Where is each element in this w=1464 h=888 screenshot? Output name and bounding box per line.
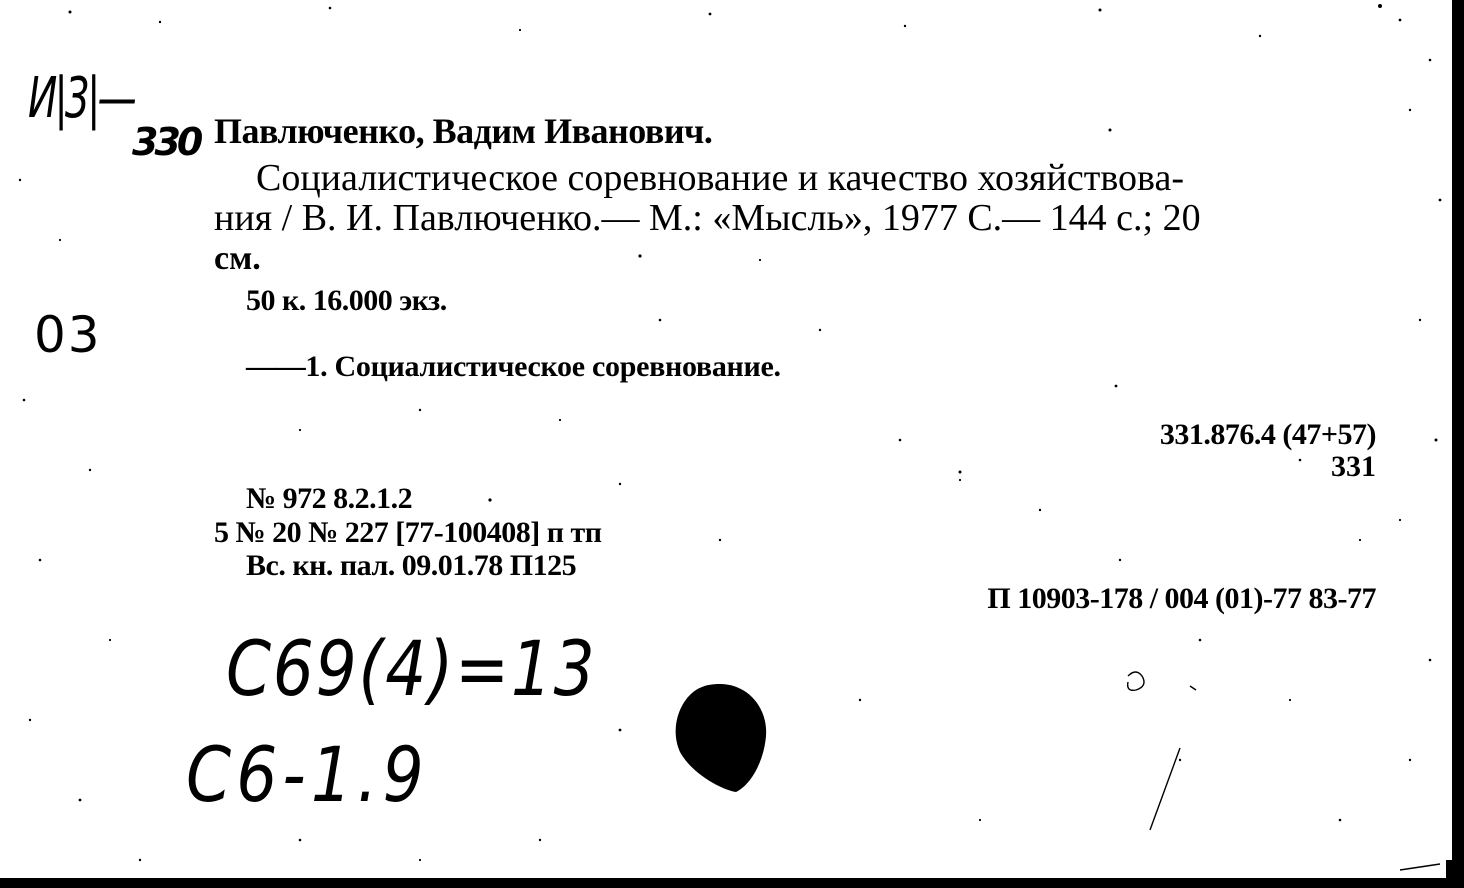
punch-hole (672, 682, 768, 794)
price-print-run: 50 к. 16.000 экз. (246, 284, 447, 317)
author-heading: Павлюченко, Вадим Иванович. (214, 111, 713, 151)
handwritten-shelf-mark: И|3|— (28, 66, 134, 131)
handwritten-call-number-2: C6-1.9 (186, 730, 429, 819)
order-numbers: 5 № 20 № 227 [77-100408] п тп (214, 516, 602, 549)
udc-index: 331.876.4 (47+57) (1159, 418, 1376, 451)
plan-number: № 972 8.2.1.2 (246, 482, 413, 515)
scan-border-bottom (0, 878, 1464, 888)
title-line-2: ния / В. И. Павлюченко.— М.: «Мысль», 1977 С.— 144 с.; 20 (214, 197, 1201, 239)
handwritten-margin-code: 03 (34, 306, 102, 364)
book-chamber-line: Вс. кн. пал. 09.01.78 П125 (246, 549, 577, 582)
scan-border-right-inner (1446, 0, 1452, 860)
handwritten-call-number-1: C69(4)=13 (226, 624, 597, 713)
title-line-1: Социалистическое соревнование и качество хозяйствова- (256, 157, 1184, 199)
publisher-code: П 10903-178 / 004 (01)-77 83-77 (987, 582, 1376, 615)
bbk-index: 331 (1331, 450, 1376, 483)
handwritten-shelf-mark-sub: 330 (132, 120, 200, 164)
title-line-3: см. (214, 240, 261, 277)
subject-heading: ——1. Социалистическое соревнование. (246, 350, 781, 383)
